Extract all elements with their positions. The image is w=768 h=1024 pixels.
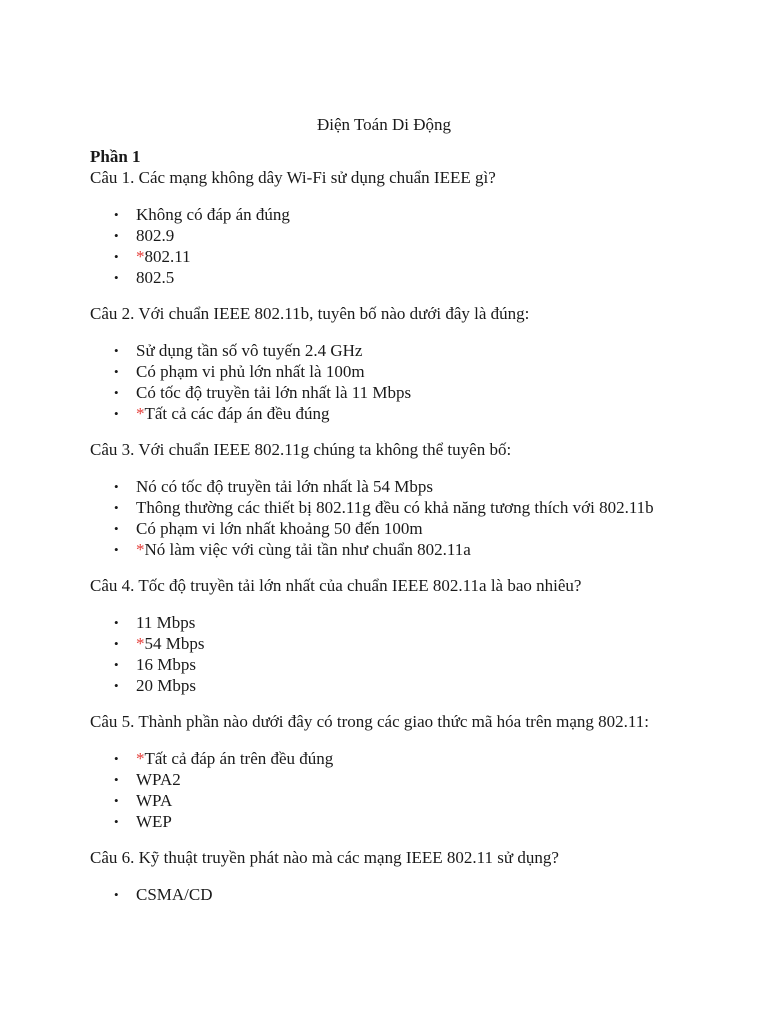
question-text: Câu 3. Với chuẩn IEEE 802.11g chúng ta không thể tuyên bố: xyxy=(90,440,512,459)
answer-text: Không có đáp án đúng xyxy=(136,205,290,224)
question-text: Câu 2. Với chuẩn IEEE 802.11b, tuyên bố nào dưới đây là đúng: xyxy=(90,304,530,323)
answer-item xyxy=(136,675,708,696)
answer-text: 16 Mbps xyxy=(136,655,196,674)
answer-item xyxy=(136,225,708,246)
answer-item xyxy=(136,204,708,225)
answer-text: 54 Mbps xyxy=(144,634,205,653)
question-text: Câu 1. Các mạng không dây Wi-Fi sử dụng chuẩn IEEE gì? xyxy=(90,168,496,187)
correct-marker: * xyxy=(136,634,145,653)
answer-text: Có phạm vi lớn nhất khoảng 50 đến 100m xyxy=(136,519,423,538)
document-title: Điện Toán Di Động xyxy=(316,115,451,134)
correct-marker: * xyxy=(136,404,145,423)
answer-list xyxy=(90,340,708,424)
answer-text: Thông thường các thiết bị 802.11g đều có khả năng tương thích với 802.11b xyxy=(136,498,654,517)
question-block xyxy=(90,167,708,288)
answer-text: Tất cả đáp án trên đều đúng xyxy=(144,749,334,768)
question-text: Câu 6. Kỹ thuật truyền phát nào mà các mạng IEEE 802.11 sử dụng? xyxy=(90,848,559,867)
question-block xyxy=(90,303,708,424)
answer-item xyxy=(136,361,708,382)
answer-list xyxy=(90,476,708,560)
answer-item xyxy=(136,811,708,832)
answer-item xyxy=(136,654,708,675)
correct-marker: * xyxy=(136,540,145,559)
answer-item xyxy=(136,267,708,288)
question-list xyxy=(90,167,708,905)
answer-text: CSMA/CD xyxy=(136,885,213,904)
answer-text: 802.5 xyxy=(136,268,175,287)
section-title: Phần 1 xyxy=(90,147,141,166)
answer-item xyxy=(136,497,708,518)
answer-text: WPA2 xyxy=(136,770,181,789)
answer-text: 11 Mbps xyxy=(136,613,196,632)
answer-item xyxy=(136,769,708,790)
answer-list xyxy=(90,204,708,288)
answer-text: Có tốc độ truyền tải lớn nhất là 11 Mbps xyxy=(136,383,412,402)
answer-item xyxy=(136,476,708,497)
answer-item xyxy=(136,340,708,361)
answer-item xyxy=(136,382,708,403)
answer-text: WPA xyxy=(136,791,173,810)
answer-text: Nó làm việc với cùng tải tần như chuẩn 802.11a xyxy=(144,540,471,559)
answer-text: 20 Mbps xyxy=(136,676,196,695)
answer-text: Tất cả các đáp án đều đúng xyxy=(144,404,330,423)
answer-text: Nó có tốc độ truyền tải lớn nhất là 54 Mbps xyxy=(136,477,433,496)
question-block xyxy=(90,575,708,696)
answer-text: 802.9 xyxy=(136,226,175,245)
answer-list xyxy=(90,884,708,905)
correct-answer-item xyxy=(136,633,708,654)
answer-text: WEP xyxy=(136,812,172,831)
correct-answer-item xyxy=(136,246,708,267)
answer-text: 802.11 xyxy=(144,247,191,266)
question-text: Câu 4. Tốc độ truyền tải lớn nhất của chuẩn IEEE 802.11a là bao nhiêu? xyxy=(90,576,582,595)
question-text: Câu 5. Thành phần nào dưới đây có trong các giao thức mã hóa trên mạng 802.11: xyxy=(90,712,649,731)
correct-answer-item xyxy=(136,539,708,560)
question-block xyxy=(90,847,708,905)
correct-marker: * xyxy=(136,247,145,266)
answer-item xyxy=(136,612,708,633)
correct-marker: * xyxy=(136,749,145,768)
answer-text: Sử dụng tần số vô tuyến 2.4 GHz xyxy=(136,341,363,360)
answer-list xyxy=(90,748,708,832)
correct-answer-item xyxy=(136,403,708,424)
question-block xyxy=(90,711,708,832)
question-block xyxy=(90,439,708,560)
correct-answer-item xyxy=(136,748,708,769)
answer-text: Có phạm vi phủ lớn nhất là 100m xyxy=(136,362,365,381)
answer-item xyxy=(136,790,708,811)
answer-item xyxy=(136,884,708,905)
answer-list xyxy=(90,612,708,696)
answer-item xyxy=(136,518,708,539)
